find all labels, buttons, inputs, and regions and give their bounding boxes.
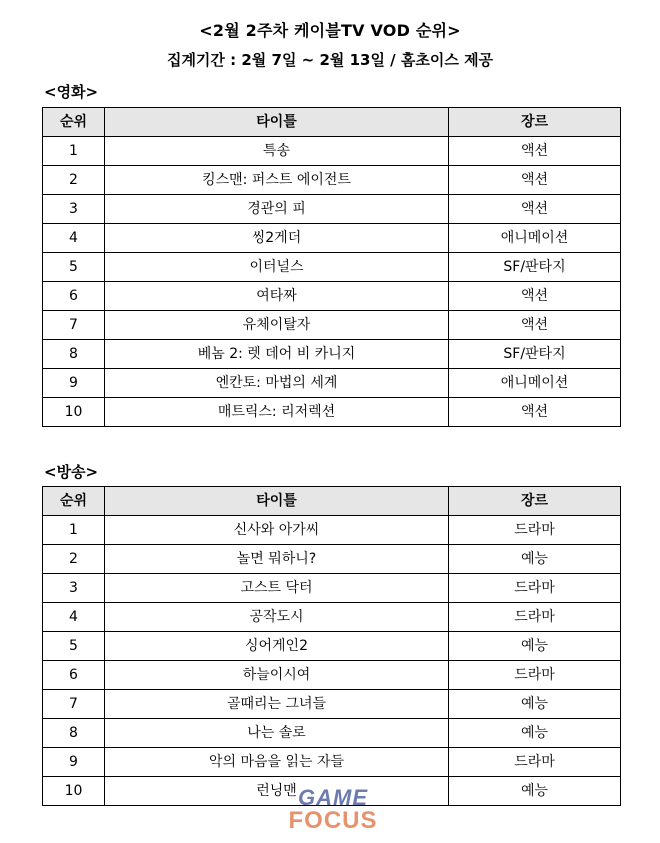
table-row — [43, 253, 621, 282]
table-row — [43, 282, 621, 311]
rank-cell: 3 — [43, 574, 105, 603]
title-cell: 신사와 아가씨 — [105, 516, 449, 545]
genre-cell: 드라마 — [449, 574, 621, 603]
rank-cell: 3 — [43, 195, 105, 224]
title-cell: 여타짜 — [105, 282, 449, 311]
rank-cell: 6 — [43, 661, 105, 690]
rank-cell: 4 — [43, 603, 105, 632]
genre-column-header: 장르 — [449, 108, 621, 137]
title-cell: 고스트 닥터 — [105, 574, 449, 603]
table-row — [43, 398, 621, 427]
genre-column-header: 장르 — [449, 487, 621, 516]
movie-ranking-table — [42, 107, 621, 427]
table-row — [43, 224, 621, 253]
table-row — [43, 166, 621, 195]
broadcast-section-label: <방송> — [44, 463, 99, 481]
rank-column-header: 순위 — [43, 487, 105, 516]
title-column-header: 타이틀 — [105, 487, 449, 516]
genre-cell: 드라마 — [449, 661, 621, 690]
title-cell: 씽2게더 — [105, 224, 449, 253]
table-row — [43, 195, 621, 224]
period-subtitle: 집계기간 : 2월 7일 ~ 2월 13일 / 홈초이스 제공 — [166, 51, 494, 69]
rank-cell: 8 — [43, 719, 105, 748]
genre-cell: 드라마 — [449, 603, 621, 632]
genre-cell: SF/판타지 — [449, 340, 621, 369]
genre-cell: 예능 — [449, 632, 621, 661]
genre-cell: 드라마 — [449, 748, 621, 777]
table-row — [43, 574, 621, 603]
table-header-row — [43, 108, 621, 137]
table-row — [43, 748, 621, 777]
rank-cell: 9 — [43, 369, 105, 398]
title-cell: 악의 마음을 읽는 자들 — [105, 748, 449, 777]
table-row — [43, 340, 621, 369]
table-row — [43, 690, 621, 719]
genre-cell: 액션 — [449, 166, 621, 195]
rank-cell: 6 — [43, 282, 105, 311]
title-column-header: 타이틀 — [105, 108, 449, 137]
title-cell: 경관의 피 — [105, 195, 449, 224]
title-cell: 특송 — [105, 137, 449, 166]
watermark-line-1: GAME — [298, 785, 368, 810]
genre-cell: 예능 — [449, 719, 621, 748]
genre-cell: 액션 — [449, 311, 621, 340]
genre-cell: 애니메이션 — [449, 369, 621, 398]
title-cell: 킹스맨: 퍼스트 에이전트 — [105, 166, 449, 195]
title-cell: 유체이탈자 — [105, 311, 449, 340]
title-cell: 싱어게인2 — [105, 632, 449, 661]
title-cell: 하늘이시여 — [105, 661, 449, 690]
genre-cell: SF/판타지 — [449, 253, 621, 282]
table-row — [43, 661, 621, 690]
table-row — [43, 137, 621, 166]
rank-cell: 7 — [43, 311, 105, 340]
title-cell: 이터널스 — [105, 253, 449, 282]
table-row — [43, 516, 621, 545]
table-row — [43, 603, 621, 632]
table-row — [43, 777, 621, 806]
rank-cell: 5 — [43, 632, 105, 661]
rank-cell: 2 — [43, 545, 105, 574]
table-row — [43, 632, 621, 661]
watermark-line-2: FOCUS — [288, 807, 378, 834]
table-row — [43, 545, 621, 574]
rank-cell: 1 — [43, 137, 105, 166]
genre-cell: 애니메이션 — [449, 224, 621, 253]
rank-cell: 10 — [43, 398, 105, 427]
table-header-row — [43, 487, 621, 516]
broadcast-table-body — [43, 516, 621, 806]
title-cell: 나는 솔로 — [105, 719, 449, 748]
rank-column-header: 순위 — [43, 108, 105, 137]
title-cell: 베놈 2: 렛 데어 비 카니지 — [105, 340, 449, 369]
rank-cell: 9 — [43, 748, 105, 777]
rank-cell: 8 — [43, 340, 105, 369]
genre-cell: 액션 — [449, 398, 621, 427]
broadcast-ranking-table — [42, 486, 621, 806]
page-title: <2월 2주차 케이블TV VOD 순위> — [199, 21, 461, 40]
rank-cell: 10 — [43, 777, 105, 806]
genre-cell: 예능 — [449, 690, 621, 719]
genre-cell: 예능 — [449, 777, 621, 806]
genre-cell: 액션 — [449, 282, 621, 311]
title-cell: 놀면 뭐하니? — [105, 545, 449, 574]
title-cell: 골때리는 그녀들 — [105, 690, 449, 719]
title-cell: 공작도시 — [105, 603, 449, 632]
rank-cell: 7 — [43, 690, 105, 719]
title-cell: 런닝맨 — [105, 777, 449, 806]
rank-cell: 5 — [43, 253, 105, 282]
title-cell: 엔칸토: 마법의 세계 — [105, 369, 449, 398]
table-row — [43, 719, 621, 748]
genre-cell: 액션 — [449, 195, 621, 224]
movie-section-label: <영화> — [44, 83, 99, 101]
title-cell: 매트릭스: 리저렉션 — [105, 398, 449, 427]
genre-cell: 드라마 — [449, 516, 621, 545]
movie-table-body — [43, 137, 621, 427]
table-row — [43, 369, 621, 398]
genre-cell: 예능 — [449, 545, 621, 574]
rank-cell: 2 — [43, 166, 105, 195]
rank-cell: 1 — [43, 516, 105, 545]
genre-cell: 액션 — [449, 137, 621, 166]
rank-cell: 4 — [43, 224, 105, 253]
table-row — [43, 311, 621, 340]
